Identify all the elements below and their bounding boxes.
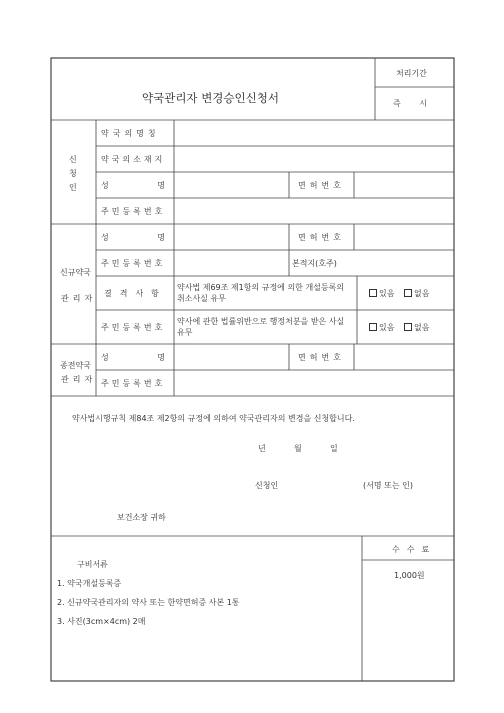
disqual-no-label: 없음 bbox=[414, 289, 430, 298]
applicant-license-field[interactable] bbox=[357, 177, 453, 195]
applicant-section-char-2: 청 bbox=[69, 169, 77, 178]
pharmacy-name-field[interactable] bbox=[177, 125, 453, 143]
pharmacy-address-label: 약국의소재지 bbox=[101, 155, 166, 164]
previous-manager-name-label: 성 명 bbox=[101, 353, 165, 362]
signature-note: (서명 또는 인) bbox=[363, 481, 413, 490]
previous-manager-section-label: 종전약국 bbox=[60, 361, 91, 370]
previous-manager-license-label: 면허번호 bbox=[298, 353, 345, 362]
disqualification-label: 결격사항 bbox=[104, 289, 167, 298]
fee-label: 수수료 bbox=[392, 545, 437, 554]
disqualification-question: 약사법 제69조 제1항의 규정에 의한 개설등록의 취소사실 유무 bbox=[177, 283, 345, 303]
new-manager-license-label: 면허번호 bbox=[298, 233, 345, 242]
applicant-name-field[interactable] bbox=[177, 177, 287, 195]
addressee: 보건소장 귀하 bbox=[117, 513, 166, 522]
applicant-name-label: 성 명 bbox=[101, 181, 165, 190]
domicile-label: 본적지(호주) bbox=[292, 259, 337, 268]
date-year-label: 년 bbox=[258, 444, 266, 453]
applicant-section-char-3: 인 bbox=[69, 183, 77, 192]
new-manager-rrn-label-2: 주민등록번호 bbox=[101, 323, 166, 332]
disqual-yes-checkbox[interactable] bbox=[369, 289, 377, 297]
fee-value: 1,000원 bbox=[394, 571, 425, 580]
previous-manager-section-label-2: 관리자 bbox=[61, 375, 97, 384]
required-docs-title: 구비서류 bbox=[77, 560, 108, 569]
required-doc-item: 3. 사진(3cm×4cm) 2매 bbox=[57, 617, 146, 626]
applicant-rrn-label: 주민등록번호 bbox=[101, 207, 166, 216]
applicant-section-char-1: 신 bbox=[69, 155, 77, 164]
new-manager-license-field[interactable] bbox=[357, 229, 453, 247]
previous-manager-rrn-field[interactable] bbox=[177, 375, 453, 393]
pharmacy-name-label: 약국의명칭 bbox=[101, 129, 160, 138]
required-doc-item: 1. 약국개설등록증 bbox=[57, 579, 122, 588]
penalty-no-checkbox[interactable] bbox=[404, 323, 412, 331]
disqualification-options bbox=[369, 289, 429, 299]
date-month-label: 월 bbox=[294, 444, 302, 453]
applicant-signature-label: 신청인 bbox=[255, 481, 279, 490]
disqual-yes-label: 있음 bbox=[379, 289, 395, 298]
pharmacy-address-field[interactable] bbox=[177, 151, 453, 169]
domicile-field[interactable] bbox=[355, 255, 453, 273]
applicant-rrn-field[interactable] bbox=[177, 203, 453, 221]
new-manager-name-field[interactable] bbox=[177, 229, 287, 247]
penalty-options bbox=[369, 323, 429, 333]
new-manager-name-label: 성 명 bbox=[101, 233, 165, 242]
penalty-no-label: 없음 bbox=[414, 323, 430, 332]
previous-manager-rrn-label: 주민등록번호 bbox=[101, 379, 166, 388]
penalty-yes-checkbox[interactable] bbox=[369, 323, 377, 331]
processing-period-label: 처리기간 bbox=[396, 69, 427, 78]
new-manager-section-label: 신규약국 bbox=[60, 268, 91, 277]
declaration-statement: 약사법시행규칙 제84조 제2항의 규정에 의하여 약국관리자의 변경을 신청합니다. bbox=[72, 414, 355, 423]
processing-period-value: 즉 시 bbox=[393, 99, 435, 108]
penalty-yes-label: 있음 bbox=[379, 323, 395, 332]
form-title: 약국관리자 변경승인신청서 bbox=[142, 91, 279, 105]
disqual-no-checkbox[interactable] bbox=[404, 289, 412, 297]
applicant-license-label: 면허번호 bbox=[298, 181, 345, 190]
previous-manager-license-field[interactable] bbox=[357, 349, 453, 367]
new-manager-rrn-label: 주민등록번호 bbox=[101, 259, 166, 268]
new-manager-section-label-2: 관리자 bbox=[61, 294, 97, 303]
required-doc-item: 2. 신규약국관리자의 약사 또는 한약면허증 사본 1통 bbox=[57, 598, 240, 607]
new-manager-rrn-field[interactable] bbox=[177, 255, 287, 273]
previous-manager-name-field[interactable] bbox=[177, 349, 287, 367]
penalty-question: 약사에 관한 법률위반으로 행정처분을 받은 사실 유무 bbox=[177, 317, 345, 337]
date-day-label: 일 bbox=[330, 444, 338, 453]
